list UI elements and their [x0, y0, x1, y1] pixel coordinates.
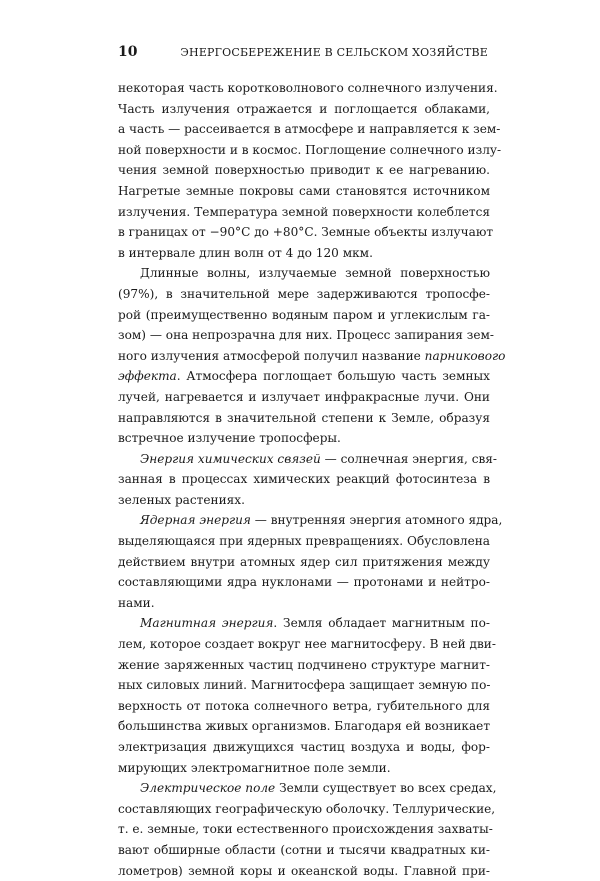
text-line — [118, 222, 494, 243]
italic-term: Ядерная энергия — [140, 513, 251, 528]
line-text: излучения. Температура земной поверхности колеблется — [118, 204, 490, 219]
line-text: ных силовых линий. Магнитосфера защищает земную по- — [118, 678, 491, 693]
line-text: нами. — [118, 595, 155, 610]
line-text: чения земной поверхностью приводит к ее нагреванию. — [118, 163, 490, 178]
line-text: зом) — она непрозрачна для них. Процесс запирания зем- — [118, 328, 494, 343]
italic-term: эффекта — [118, 369, 177, 384]
text-line — [118, 160, 490, 181]
line-text: . Атмосфера поглощает большую часть земных — [176, 369, 490, 384]
line-text: т. е. земные, токи естественного происхождения захваты- — [118, 822, 493, 837]
text-line — [118, 305, 490, 326]
line-text: в интервале длин волн от 4 до 120 мкм. — [118, 245, 373, 260]
text-line — [118, 449, 498, 470]
line-text: — внутренняя энергия атомного ядра, — [250, 513, 503, 528]
text-line — [118, 490, 490, 511]
page-number: 10 — [118, 44, 138, 60]
text-line — [118, 634, 496, 655]
line-text: действием внутри атомных ядер сил притяжения между — [118, 554, 490, 569]
line-text: — солнечная энергия, свя- — [320, 451, 498, 466]
line-text: выделяющаяся при ядерных превращениях. Обусловлена — [118, 534, 490, 549]
text-line — [118, 613, 490, 634]
text-line — [118, 716, 490, 737]
line-text: большинства живых организмов. Благодаря ей возникает — [118, 719, 491, 734]
text-line — [118, 799, 496, 820]
line-text: Часть излучения отражается и поглощается облаками, — [118, 101, 490, 116]
line-text: некоторая часть коротковолнового солнечного излучения. — [118, 81, 498, 95]
line-text: Длинные волны, излучаемые земной поверхностью — [140, 266, 490, 281]
italic-term: парникового — [424, 348, 506, 363]
body-text — [118, 78, 506, 881]
line-text: направляются в значительной степени к Земле, образуя — [118, 410, 490, 425]
text-line — [118, 119, 501, 140]
text-line — [118, 552, 490, 573]
line-text: вают обширные области (сотни и тысячи квадратных ки- — [118, 842, 490, 857]
text-line — [118, 408, 490, 429]
line-text: в границах от −90°С до +80°С. Земные объекты излучают — [118, 225, 494, 240]
line-text: рой (преимущественно водяным паром и углекислым га- — [118, 307, 490, 322]
line-text: электризация движущихся частиц воздуха и воды, фор- — [118, 740, 490, 754]
line-text: . Земля обладает магнитным по- — [273, 616, 490, 631]
text-line — [118, 840, 490, 861]
text-line — [118, 696, 490, 717]
line-text: верхность от потока солнечного ветра, губительного для — [118, 698, 490, 713]
line-text: занная в процессах химических реакций фотосинтеза в — [118, 472, 490, 487]
text-line — [118, 346, 506, 367]
text-line — [118, 758, 490, 779]
line-text: лометров) земной коры и океанской воды. Главной при- — [118, 863, 490, 878]
text-line — [118, 243, 490, 264]
line-text: составляющими ядра нуклонами — протонами и нейтро- — [118, 575, 490, 590]
line-text: Земли существует во всех средах, — [275, 781, 497, 796]
text-line — [118, 469, 490, 490]
running-title: ЭНЕРГОСБЕРЕЖЕНИЕ В СЕЛЬСКОМ ХОЗЯЙСТВЕ — [180, 46, 488, 59]
text-line — [118, 819, 493, 840]
text-line — [118, 202, 490, 223]
text-line — [118, 655, 490, 676]
text-line — [118, 366, 490, 387]
text-line — [118, 284, 490, 305]
text-line — [118, 99, 490, 120]
line-text: лучей, нагревается и излучает инфракрасные лучи. Они — [118, 389, 490, 404]
line-text: а часть — рассеивается в атмосфере и направляется к зем- — [118, 122, 501, 137]
italic-term: Магнитная энергия — [140, 616, 274, 631]
text-line — [118, 428, 490, 449]
text-line — [118, 78, 498, 99]
italic-term: Энергия химических связей — [140, 451, 321, 466]
line-text: лем, которое создает вокруг нее магнитосферу. В ней дви- — [118, 637, 496, 652]
line-text: составляющих географическую оболочку. Теллурические, — [118, 801, 496, 816]
text-line — [118, 778, 497, 799]
line-text: Нагретые земные покровы сами становятся источником — [118, 183, 490, 198]
line-text: ной поверхности и в космос. Поглощение солнечного излу- — [118, 142, 502, 157]
text-line — [118, 140, 502, 161]
text-line — [118, 531, 490, 552]
italic-term: Электрическое поле — [140, 781, 276, 796]
text-line — [118, 325, 494, 346]
line-text: (97%), в значительной мере задерживаются тропосфе- — [118, 286, 490, 301]
page-header — [118, 44, 488, 64]
text-line — [118, 593, 490, 614]
line-text: встречное излучение тропосферы. — [118, 431, 341, 446]
line-text: зеленых растениях. — [118, 492, 245, 507]
text-line — [118, 737, 490, 758]
line-text: жение заряженных частиц подчинено структуре магнит- — [118, 657, 490, 672]
text-line — [118, 572, 490, 593]
text-line — [118, 181, 490, 202]
text-line — [118, 510, 503, 531]
text-line — [118, 387, 490, 408]
text-line — [118, 675, 490, 696]
line-text: ного излучения атмосферой получил название — [118, 348, 425, 363]
text-line — [118, 861, 490, 881]
text-line — [118, 263, 490, 284]
line-text: мирующих электромагнитное поле земли. — [118, 760, 391, 775]
